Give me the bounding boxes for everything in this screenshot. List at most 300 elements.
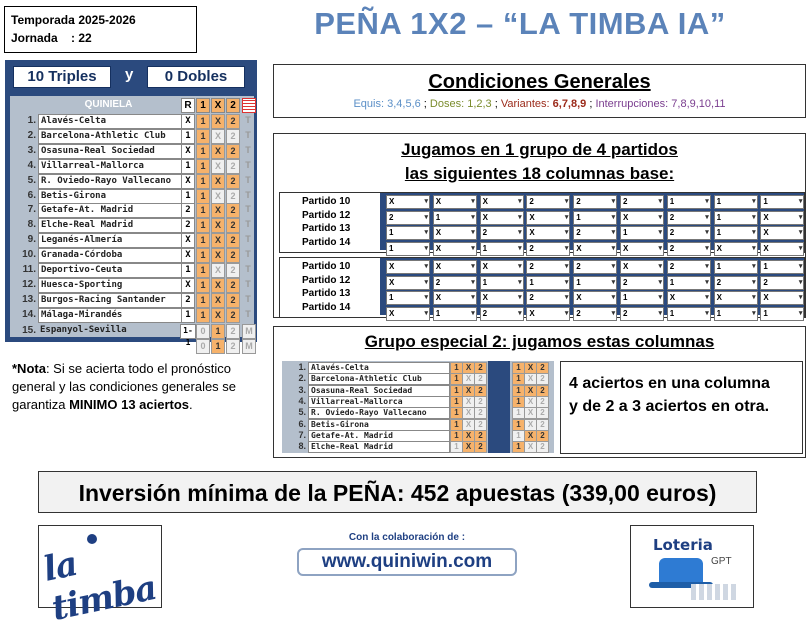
- inversion-banner: Inversión mínima de la PEÑA: 452 apuestas (339,00 euros): [38, 471, 757, 513]
- columns-block-1: [279, 192, 805, 253]
- base-column: [526, 260, 570, 322]
- base-column: [386, 260, 430, 322]
- quiniela-row: [10, 159, 254, 173]
- pick-dropdown[interactable]: X ▾: [433, 242, 477, 256]
- quiniela-row: [10, 174, 254, 188]
- pick-dropdown[interactable]: 1 ▾: [433, 211, 477, 225]
- pleno-away-cell[interactable]: 1: [211, 339, 225, 354]
- result-cell: 1: [181, 263, 195, 278]
- result-cell: 1: [181, 159, 195, 174]
- partido-label: Partido 14: [302, 301, 351, 313]
- pick-dropdown[interactable]: X ▾: [433, 195, 477, 209]
- base-column: [480, 195, 524, 257]
- match-teams: Huesca-Sporting: [38, 278, 183, 293]
- quiniela-title: QUINIELA: [84, 99, 133, 110]
- pick-dropdown[interactable]: 1 ▾: [667, 195, 711, 209]
- col-a-pick-cell[interactable]: 2: [474, 373, 487, 385]
- pick-dropdown[interactable]: X ▾: [620, 211, 664, 225]
- pick-dropdown[interactable]: 2 ▾: [480, 307, 524, 321]
- pick-dropdown[interactable]: X ▾: [573, 242, 617, 256]
- partido-label: Partido 14: [302, 236, 351, 248]
- col-b-pick-cell[interactable]: 1: [512, 385, 525, 397]
- col-b-pick-cell[interactable]: X: [524, 441, 537, 453]
- especial-text-2: y de 2 a 3 aciertos en otra.: [569, 398, 770, 415]
- pick-dropdown[interactable]: 2 ▾: [573, 307, 617, 321]
- pick-x-cell[interactable]: X: [211, 263, 225, 278]
- quiniela-row: [10, 114, 254, 128]
- match-teams: Málaga-Mirandés: [38, 308, 183, 323]
- base-column: [667, 260, 711, 322]
- pick-dropdown[interactable]: 2 ▾: [573, 195, 617, 209]
- pleno-home-cell[interactable]: 1: [211, 324, 225, 339]
- pick-1-cell[interactable]: 1: [196, 278, 210, 293]
- pick-dropdown[interactable]: X ▾: [573, 291, 617, 305]
- pick-dropdown[interactable]: 1 ▾: [667, 307, 711, 321]
- quiniwin-link[interactable]: www.quiniwin.com: [297, 548, 517, 576]
- pick-dropdown[interactable]: 1 ▾: [386, 226, 430, 240]
- pick-dropdown[interactable]: X ▾: [480, 211, 524, 225]
- match-teams: Barcelona-Athletic Club: [308, 373, 450, 385]
- partido-label: Partido 12: [302, 209, 351, 221]
- equis-condition: Equis: 3,4,5,6: [353, 98, 421, 110]
- pick-dropdown[interactable]: X ▾: [760, 291, 804, 305]
- pick-dropdown[interactable]: 1 ▾: [480, 242, 524, 256]
- pick-dropdown[interactable]: X ▾: [760, 242, 804, 256]
- col-b-pick-cell[interactable]: X: [524, 385, 537, 397]
- result-cell: X: [181, 174, 195, 189]
- pick-dropdown[interactable]: X ▾: [760, 211, 804, 225]
- la-timba-logo-text: la timba: [39, 543, 160, 629]
- pick-x-cell[interactable]: X: [211, 248, 225, 263]
- pick-1-cell[interactable]: 1: [196, 233, 210, 248]
- col-a-pick-cell[interactable]: 1: [450, 385, 463, 397]
- col-b-pick-cell[interactable]: X: [524, 407, 537, 419]
- base-column: [667, 195, 711, 257]
- pick-dropdown[interactable]: X ▾: [433, 291, 477, 305]
- pleno-home-cell[interactable]: 2: [226, 324, 240, 339]
- pick-1-cell[interactable]: 1: [196, 174, 210, 189]
- pick-1-cell[interactable]: 1: [196, 144, 210, 159]
- col-a-pick-cell[interactable]: 1: [450, 441, 463, 453]
- condiciones-box: [273, 64, 806, 118]
- pick-dropdown[interactable]: X ▾: [620, 260, 664, 274]
- col-b-pick-cell[interactable]: X: [524, 419, 537, 431]
- col-b-pick-cell[interactable]: 2: [536, 419, 549, 431]
- pick-2-cell[interactable]: 2: [226, 233, 240, 248]
- pick-dropdown[interactable]: X ▾: [386, 307, 430, 321]
- pick-dropdown[interactable]: 2 ▾: [667, 260, 711, 274]
- match-teams: Villarreal-Mallorca: [38, 159, 183, 174]
- pick-dropdown[interactable]: X ▾: [667, 291, 711, 305]
- result-cell: 1: [181, 129, 195, 144]
- result-cell: X: [181, 278, 195, 293]
- pick-1-cell[interactable]: 1: [196, 293, 210, 308]
- pick-x-cell[interactable]: X: [211, 159, 225, 174]
- triples-badge: 10 Triples: [13, 66, 111, 88]
- pick-dropdown[interactable]: 2 ▾: [573, 260, 617, 274]
- match-teams: Osasuna-Real Sociedad: [308, 385, 450, 397]
- pick-dropdown[interactable]: 1 ▾: [620, 226, 664, 240]
- especial-conditions: [560, 361, 803, 454]
- match-number: 6.: [27, 189, 36, 201]
- col-a-pick-cell[interactable]: X: [462, 396, 475, 408]
- triple-marker: T: [245, 249, 251, 260]
- col-a-pick-cell[interactable]: X: [462, 441, 475, 453]
- pick-dropdown[interactable]: X ▾: [433, 260, 477, 274]
- interrupciones-condition: Interrupciones: 7,8,9,10,11: [595, 98, 726, 110]
- match-teams: Betis-Girona: [308, 419, 450, 431]
- pick-1-cell[interactable]: 1: [196, 129, 210, 144]
- col-a-pick-cell[interactable]: 1: [450, 373, 463, 385]
- pick-dropdown[interactable]: 2 ▾: [714, 276, 758, 290]
- result-cell: X: [181, 233, 195, 248]
- pick-dropdown[interactable]: 1 ▾: [573, 211, 617, 225]
- col-b-pick-cell[interactable]: 1: [512, 430, 525, 442]
- pick-dropdown[interactable]: 2 ▾: [667, 226, 711, 240]
- col-a-pick-cell[interactable]: 2: [474, 419, 487, 431]
- match-number: 6.: [298, 418, 306, 429]
- pleno-home-cell[interactable]: M: [242, 324, 256, 339]
- match-teams: Getafe-At. Madrid: [38, 203, 183, 218]
- col-b-pick-cell[interactable]: 2: [536, 396, 549, 408]
- colaboracion-label: Con la colaboración de :: [348, 532, 466, 543]
- col-a-pick-cell[interactable]: X: [462, 430, 475, 442]
- pick-2-cell[interactable]: 2: [226, 144, 240, 159]
- partido-label: Partido 13: [302, 288, 351, 299]
- pick-dropdown[interactable]: 2 ▾: [620, 307, 664, 321]
- col-b-pick-cell[interactable]: X: [524, 373, 537, 385]
- pick-dropdown[interactable]: 2 ▾: [480, 226, 524, 240]
- match-number: 3.: [298, 384, 306, 395]
- pick-dropdown[interactable]: 2 ▾: [526, 260, 570, 274]
- match-number: 13.: [22, 293, 36, 305]
- pick-2-cell[interactable]: 2: [226, 189, 240, 204]
- pick-2-cell[interactable]: 2: [226, 203, 240, 218]
- pick-1-cell[interactable]: 1: [196, 263, 210, 278]
- col-a-pick-cell[interactable]: 2: [474, 430, 487, 442]
- pick-dropdown[interactable]: 2 ▾: [620, 195, 664, 209]
- col-a-pick-cell[interactable]: 2: [474, 396, 487, 408]
- especial-row: [282, 419, 554, 430]
- grupo-box: [273, 133, 806, 318]
- especial-row: [282, 430, 554, 441]
- partido-label: Partido 10: [302, 261, 351, 272]
- pick-x-cell[interactable]: X: [211, 278, 225, 293]
- match-teams: R. Oviedo-Rayo Vallecano: [308, 407, 450, 419]
- match-number: 4.: [298, 395, 306, 406]
- base-column: [526, 195, 570, 257]
- header-2: 2: [226, 98, 240, 113]
- result-cell: 1: [181, 308, 195, 323]
- pick-2-cell[interactable]: 2: [226, 174, 240, 189]
- col-b-pick-cell[interactable]: 2: [536, 385, 549, 397]
- pleno-row: [10, 324, 254, 354]
- pick-dropdown[interactable]: X ▾: [526, 226, 570, 240]
- variantes-value: 6,7,8,9: [552, 98, 587, 110]
- match-number: 14.: [22, 308, 36, 320]
- especial-row: [282, 396, 554, 407]
- partido-label: Partido 10: [302, 196, 351, 207]
- triple-marker: T: [245, 278, 251, 289]
- col-b-pick-cell[interactable]: 2: [536, 441, 549, 453]
- pick-dropdown[interactable]: X ▾: [526, 211, 570, 225]
- quiniela-row: [10, 129, 254, 143]
- result-cell: 2: [181, 203, 195, 218]
- pick-dropdown[interactable]: 1 ▾: [667, 276, 711, 290]
- especial-row: [282, 385, 554, 396]
- match-number: 1.: [298, 362, 306, 372]
- condiciones-line: [274, 98, 805, 110]
- result-cell: X: [181, 114, 195, 129]
- pick-x-cell[interactable]: X: [211, 174, 225, 189]
- pick-dropdown[interactable]: X ▾: [714, 291, 758, 305]
- pick-x-cell[interactable]: X: [211, 308, 225, 323]
- temporada-value: : 2025-2026: [71, 13, 136, 27]
- pick-1-cell[interactable]: 1: [196, 308, 210, 323]
- pick-dropdown[interactable]: 1 ▾: [386, 291, 430, 305]
- col-a-pick-cell[interactable]: 1: [450, 407, 463, 419]
- col-b-pick-cell[interactable]: X: [524, 430, 537, 442]
- col-a-pick-cell[interactable]: X: [462, 407, 475, 419]
- col-b-pick-cell[interactable]: 2: [536, 430, 549, 442]
- match-number: 12.: [22, 278, 36, 290]
- pick-2-cell[interactable]: 2: [226, 263, 240, 278]
- triple-marker: T: [245, 219, 251, 230]
- pick-dropdown[interactable]: 1 ▾: [714, 195, 758, 209]
- pleno-away-cell[interactable]: M: [242, 339, 256, 354]
- triple-marker: T: [245, 144, 251, 155]
- pick-dropdown[interactable]: X ▾: [480, 260, 524, 274]
- col-b-pick-cell[interactable]: 1: [512, 441, 525, 453]
- pick-dropdown[interactable]: X ▾: [433, 226, 477, 240]
- pick-1-cell[interactable]: 1: [196, 248, 210, 263]
- pick-dropdown[interactable]: 2 ▾: [667, 242, 711, 256]
- pick-dropdown[interactable]: 2 ▾: [526, 291, 570, 305]
- pick-dropdown[interactable]: X ▾: [386, 260, 430, 274]
- quiniela-grid: [10, 96, 254, 351]
- pick-dropdown[interactable]: X ▾: [714, 242, 758, 256]
- pick-dropdown[interactable]: 2 ▾: [620, 276, 664, 290]
- pick-dropdown[interactable]: 1 ▾: [760, 195, 804, 209]
- temporada-label: Temporada: [11, 13, 75, 27]
- pick-dropdown[interactable]: 2 ▾: [386, 211, 430, 225]
- col-a-pick-cell[interactable]: X: [462, 385, 475, 397]
- col-a-pick-cell[interactable]: 1: [450, 430, 463, 442]
- triple-marker: T: [245, 308, 251, 319]
- pick-2-cell[interactable]: 2: [226, 218, 240, 233]
- base-column: [714, 260, 758, 322]
- pick-1-cell[interactable]: 1: [196, 114, 210, 129]
- pick-1-cell[interactable]: 1: [196, 218, 210, 233]
- match-teams: Burgos-Racing Santander: [38, 293, 183, 308]
- grupo-title-1: Jugamos en 1 grupo de 4 partidos: [401, 140, 678, 159]
- partido-labels-2: [280, 260, 380, 314]
- col-a-pick-cell[interactable]: X: [462, 419, 475, 431]
- pick-dropdown[interactable]: X ▾: [620, 242, 664, 256]
- pick-dropdown[interactable]: 1 ▾: [620, 291, 664, 305]
- pick-x-cell[interactable]: X: [211, 144, 225, 159]
- match-teams: Deportivo-Ceuta: [38, 263, 183, 278]
- pick-dropdown[interactable]: 1 ▾: [526, 276, 570, 290]
- quiniela-row: [10, 218, 254, 232]
- pick-x-cell[interactable]: X: [211, 293, 225, 308]
- pick-dropdown[interactable]: 2 ▾: [760, 276, 804, 290]
- match-number: 8.: [298, 441, 306, 452]
- match-teams: Granada-Córdoba: [38, 248, 183, 263]
- quiniela-row: [10, 263, 254, 277]
- match-teams: R. Oviedo-Rayo Vallecano: [38, 174, 183, 189]
- base-column: [573, 195, 617, 257]
- pick-2-cell[interactable]: 2: [226, 278, 240, 293]
- pick-1-cell[interactable]: 1: [196, 203, 210, 218]
- match-teams: Getafe-At. Madrid: [308, 430, 450, 442]
- pick-x-cell[interactable]: X: [211, 129, 225, 144]
- pick-2-cell[interactable]: 2: [226, 159, 240, 174]
- pick-dropdown[interactable]: 1 ▾: [480, 276, 524, 290]
- triple-marker: T: [245, 234, 251, 245]
- match-number: 7.: [27, 204, 36, 216]
- col-a-pick-cell[interactable]: 1: [450, 419, 463, 431]
- col-a-pick-cell[interactable]: 2: [474, 385, 487, 397]
- col-b-pick-cell[interactable]: 2: [536, 362, 549, 374]
- match-number: 2.: [27, 129, 36, 141]
- especial-text-1: 4 aciertos en una columna: [569, 375, 770, 392]
- pick-dropdown[interactable]: 1 ▾: [760, 307, 804, 321]
- quiniela-row: [10, 233, 254, 247]
- match-number: 5.: [298, 407, 306, 418]
- pick-dropdown[interactable]: 1 ▾: [714, 307, 758, 321]
- la-timba-logo: [38, 525, 162, 629]
- col-b-pick-cell[interactable]: 1: [512, 407, 525, 419]
- match-teams: Elche-Real Madrid: [38, 218, 183, 233]
- result-cell: 1: [181, 189, 195, 204]
- pick-dropdown[interactable]: X ▾: [386, 276, 430, 290]
- variantes-label: Variantes:: [500, 98, 553, 110]
- match-number: 15.: [22, 324, 36, 336]
- quiniela-row: [10, 144, 254, 158]
- note-body: : Si se acierta todo el pronóstico general y las condiciones generales se garantiza: [12, 361, 237, 412]
- loteria-gpt-logo: [630, 525, 754, 608]
- pick-2-cell[interactable]: 2: [226, 308, 240, 323]
- triple-marker: T: [245, 174, 251, 185]
- pick-dropdown[interactable]: X ▾: [760, 226, 804, 240]
- note-text: [12, 360, 257, 414]
- triple-marker: T: [245, 129, 251, 140]
- pick-2-cell[interactable]: 2: [226, 293, 240, 308]
- quiniela-panel: [5, 60, 257, 351]
- pick-1-cell[interactable]: 1: [196, 159, 210, 174]
- base-column: [433, 260, 477, 322]
- base-column: [573, 260, 617, 322]
- note-end: .: [189, 397, 193, 412]
- match-teams: Alavés-Celta: [308, 362, 450, 374]
- base-column: [620, 195, 664, 257]
- pick-dropdown[interactable]: 2 ▾: [526, 195, 570, 209]
- result-cell: 2: [181, 293, 195, 308]
- match-teams: Betis-Girona: [38, 189, 183, 204]
- pick-dropdown[interactable]: 2 ▾: [667, 211, 711, 225]
- pick-x-cell[interactable]: X: [211, 218, 225, 233]
- pick-dropdown[interactable]: X ▾: [480, 291, 524, 305]
- pick-dropdown[interactable]: X ▾: [480, 195, 524, 209]
- pleno-away-cell[interactable]: 0: [196, 339, 210, 354]
- col-a-pick-cell[interactable]: X: [462, 373, 475, 385]
- partido-labels-1: [280, 195, 380, 249]
- pick-x-cell[interactable]: X: [211, 233, 225, 248]
- pick-dropdown[interactable]: 2 ▾: [526, 242, 570, 256]
- partido-label: Partido 13: [302, 223, 351, 234]
- col-b-pick-cell[interactable]: X: [524, 362, 537, 374]
- quiniela-row: [10, 248, 254, 262]
- jornada-label: Jornada: [11, 31, 58, 45]
- col-b-pick-cell[interactable]: 2: [536, 407, 549, 419]
- col-a-pick-cell[interactable]: 1: [450, 362, 463, 374]
- condiciones-title: Condiciones Generales: [428, 71, 651, 93]
- pleno-home-cell[interactable]: 0: [196, 324, 210, 339]
- col-b-pick-cell[interactable]: X: [524, 396, 537, 408]
- col-a-pick-cell[interactable]: 2: [474, 362, 487, 374]
- especial-grid: [282, 361, 554, 453]
- pick-dropdown[interactable]: X ▾: [386, 195, 430, 209]
- col-a-pick-cell[interactable]: 2: [474, 407, 487, 419]
- pleno-away-cell[interactable]: 2: [226, 339, 240, 354]
- pick-dropdown[interactable]: 2 ▾: [433, 276, 477, 290]
- match-teams: Espanyol-Sevilla: [38, 324, 181, 337]
- pick-x-cell[interactable]: X: [211, 114, 225, 129]
- pick-2-cell[interactable]: 2: [226, 114, 240, 129]
- pick-2-cell[interactable]: 2: [226, 129, 240, 144]
- pick-x-cell[interactable]: X: [211, 203, 225, 218]
- pick-dropdown[interactable]: 1 ▾: [714, 260, 758, 274]
- pick-1-cell[interactable]: 1: [196, 189, 210, 204]
- pick-dropdown[interactable]: 1 ▾: [433, 307, 477, 321]
- grid-icon[interactable]: [242, 98, 256, 113]
- col-a-pick-cell[interactable]: 1: [450, 396, 463, 408]
- note-bold: *Nota: [12, 361, 46, 376]
- pick-dropdown[interactable]: X ▾: [526, 307, 570, 321]
- col-b-pick-cell[interactable]: 1: [512, 362, 525, 374]
- pick-2-cell[interactable]: 2: [226, 248, 240, 263]
- col-a-pick-cell[interactable]: X: [462, 362, 475, 374]
- base-column: [714, 195, 758, 257]
- match-number: 7.: [298, 429, 306, 440]
- quiniela-row: [10, 308, 254, 322]
- col-b-pick-cell[interactable]: 1: [512, 396, 525, 408]
- triple-marker: T: [245, 159, 251, 170]
- header-1: 1: [196, 98, 210, 113]
- match-teams: Alavés-Celta: [38, 114, 183, 129]
- jornada-value: : 22: [71, 31, 92, 45]
- pick-dropdown[interactable]: 1 ▾: [714, 211, 758, 225]
- pick-dropdown[interactable]: 1 ▾: [386, 242, 430, 256]
- col-b-pick-cell[interactable]: 1: [512, 373, 525, 385]
- note-minimo: MINIMO 13 aciertos: [69, 397, 190, 412]
- pick-dropdown[interactable]: 1 ▾: [573, 276, 617, 290]
- pick-x-cell[interactable]: X: [211, 189, 225, 204]
- col-b-pick-cell[interactable]: 1: [512, 419, 525, 431]
- sep-2: ;: [491, 98, 501, 110]
- pick-dropdown[interactable]: 1 ▾: [760, 260, 804, 274]
- pick-dropdown[interactable]: 1 ▾: [714, 226, 758, 240]
- col-a-pick-cell[interactable]: 2: [474, 441, 487, 453]
- base-column: [386, 195, 430, 257]
- base-column: [760, 195, 804, 257]
- col-b-pick-cell[interactable]: 2: [536, 373, 549, 385]
- page-title: PEÑA 1X2 – “LA TIMBA IA”: [314, 6, 726, 41]
- pick-dropdown[interactable]: 2 ▾: [573, 226, 617, 240]
- especial-row: [282, 407, 554, 418]
- match-number: 2.: [298, 373, 306, 384]
